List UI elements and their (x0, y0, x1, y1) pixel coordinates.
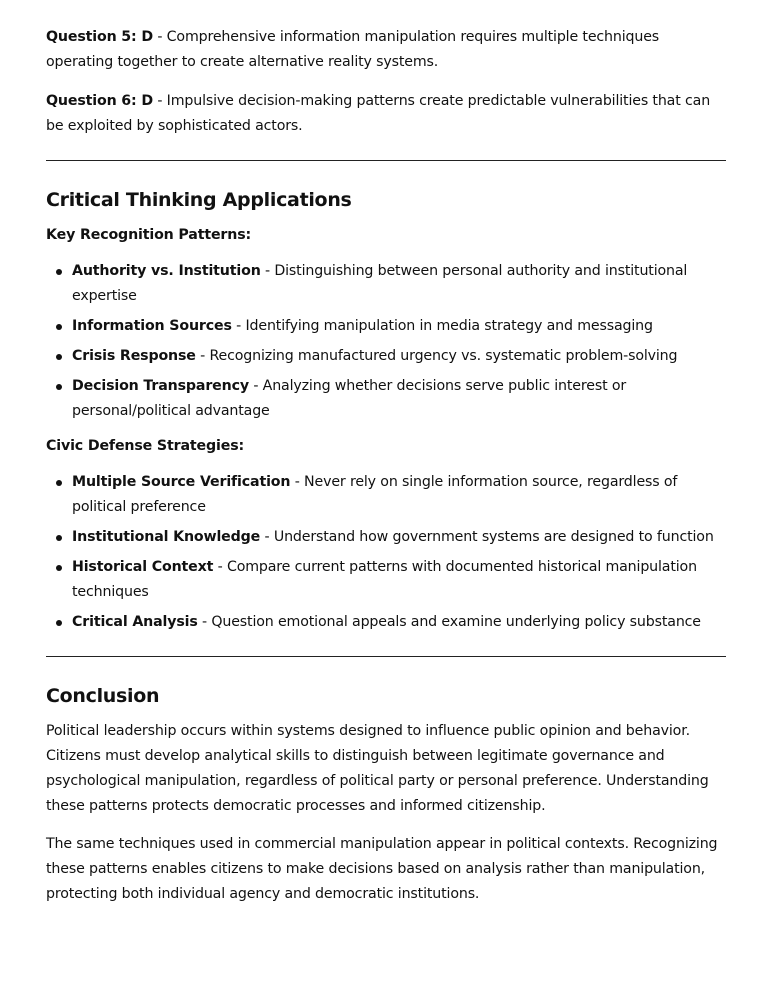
conclusion-section (46, 681, 726, 907)
list-item-desc: - Compare current patterns with documented historical manipulation techniques (72, 559, 697, 600)
list-item (46, 525, 726, 550)
list-item-term: Crisis Response (72, 348, 196, 364)
key-patterns-list (46, 259, 726, 424)
list-item-term: Multiple Source Verification (72, 474, 291, 490)
list-item-desc: - Question emotional appeals and examine underlying policy substance (197, 614, 701, 630)
section-divider (46, 160, 726, 161)
list-item-desc: - Never rely on single information source, regardless of political preference (72, 474, 678, 515)
conclusion-body (46, 719, 726, 907)
section-heading: Critical Thinking Applications (46, 189, 352, 211)
list-item (46, 314, 726, 339)
list-item (46, 470, 726, 520)
answer-question-6 (46, 89, 726, 139)
paragraph: The same techniques used in commercial manipulation appear in political contexts. Recognizing these patterns enables citizens to make decisions based on analysis rather than manipulation, protecting both individual agency and democratic institutions. (46, 836, 718, 902)
list-item-term: Historical Context (72, 559, 214, 575)
answer-text: - Impulsive decision-making patterns create predictable vulnerabilities that can be exploited by sophisticated actors. (46, 93, 711, 134)
list-item-term: Information Sources (72, 318, 232, 334)
list-item-term: Decision Transparency (72, 378, 249, 394)
list-item-desc: - Recognizing manufactured urgency vs. systematic problem-solving (195, 348, 678, 364)
list-item-desc: - Distinguishing between personal authority and institutional expertise (72, 263, 688, 304)
list-item (46, 374, 726, 424)
list-item (46, 259, 726, 309)
list-item (46, 555, 726, 605)
civic-defense-list (46, 470, 726, 635)
bullet-icon (56, 480, 62, 486)
bullet-icon (56, 620, 62, 626)
subheading-civic-defense: Civic Defense Strategies: (46, 438, 245, 454)
list-item-term: Critical Analysis (72, 614, 198, 630)
list-item-desc: - Analyzing whether decisions serve public interest or personal/political advantage (72, 378, 627, 419)
paragraph: Political leadership occurs within systems designed to influence public opinion and behavior. Citizens must develop analytical skills to distinguish between legitimate governance and psychological manipulation, regardless of political party or personal preference. Understanding these patterns protects democratic processes and informed citizenship. (46, 723, 709, 814)
bullet-icon (56, 269, 62, 275)
subheading-key-patterns: Key Recognition Patterns: (46, 227, 252, 243)
bullet-icon (56, 384, 62, 390)
section-heading: Conclusion (46, 685, 160, 707)
answer-question-5 (46, 25, 726, 75)
list-item (46, 610, 726, 635)
answer-label: Question 5: D (46, 29, 153, 45)
bullet-icon (56, 535, 62, 541)
list-item-term: Institutional Knowledge (72, 529, 261, 545)
section-divider (46, 656, 726, 657)
bullet-icon (56, 324, 62, 330)
answer-text: - Comprehensive information manipulation requires multiple techniques operating together to create alternative reality systems. (46, 29, 660, 70)
list-item-term: Authority vs. Institution (72, 263, 261, 279)
list-item-desc: - Understand how government systems are designed to function (260, 529, 714, 545)
list-item (46, 344, 726, 369)
critical-thinking-section (46, 185, 726, 635)
list-item-desc: - Identifying manipulation in media strategy and messaging (231, 318, 653, 334)
answer-key (46, 25, 726, 139)
answer-label: Question 6: D (46, 93, 153, 109)
bullet-icon (56, 565, 62, 571)
bullet-icon (56, 354, 62, 360)
